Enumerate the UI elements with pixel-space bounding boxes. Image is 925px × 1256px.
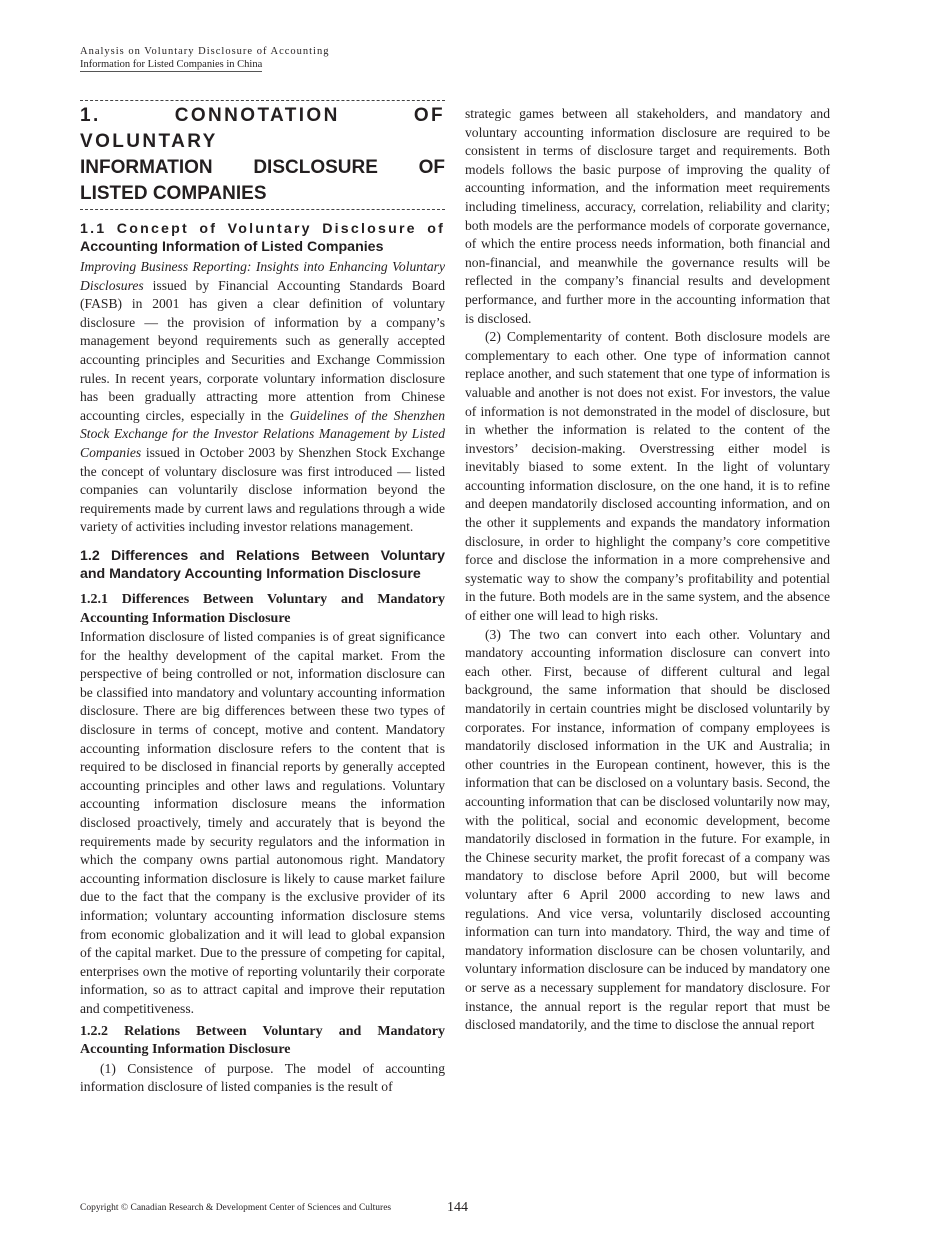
- section-1-heading-line1: 1. CONNOTATION OF VOLUNTARY: [80, 105, 445, 152]
- citation-improving-business-reporting: Improving Business Reporting: Insights into Enhancing Voluntary Disclosures: [80, 259, 445, 293]
- section-1-heading-rest: INFORMATION DISCLOSURE OF LISTED COMPANIES: [80, 157, 445, 204]
- section-1-2-heading-line2: and Mandatory Accounting Information Disclosure: [80, 565, 421, 582]
- left-column: [80, 100, 445, 1097]
- section-1-heading: [80, 103, 445, 207]
- section-1-1-heading-line2: Accounting Information of Listed Companies: [80, 239, 384, 255]
- running-head: [80, 45, 329, 72]
- section-1-2-1-paragraph: Information disclosure of listed companies is of great significance for the healthy development of the capital market. From the perspective of being controlled or not, information disclosure can be classified into mandatory and voluntary accounting information disclosure. There are big differences between these two types of disclosure in terms of concept, motive and content. Mandatory accounting information disclosure refers to the content that is required to be disclosed in financial reports by generally accepted accounting principles and other laws and regulations. Voluntary accounting information disclosure means the information disclosed proactively, timely and accurately that is beyond the requirements made by security regulators and the information in which the company owns partial autonomous right. Mandatory accounting information disclosure is likely to cause market failure due to the fact that the company is the exclusive provider of its information; voluntary accounting information disclosure stems from economic globalization and it will lead to global expansion of the capital market. Due to the pressure of competing for capital, enterprises own the motive of reporting voluntarily their corporate information, so as to attract capital and improve their reputation and competitiveness.: [80, 629, 445, 1016]
- complementarity-paragraph: (2) Complementarity of content. Both disclosure models are complementary to each other. One type of information cannot replace another, and such statement that one type of information is valuable and another is not does not exist. For investors, the value of information is not demonstrated in the model of disclosure, but in whether the information is related to the content of the investors’ decision-making. Overstressing either model is inevitably biased to some extent. In the light of voluntary accounting information disclosure, on the one hand, it is to refine and deepen mandatorily disclosed accounting information, and on the other it supplements and expands the mandatory information disclosure, in order to highlight the company’s core competitive force and disclose the information in a more comprehensive and systematic way to show the company’s profitability and potential in the future. Both models are in the same system, and the absence of either one will lead to high risks.: [465, 329, 830, 624]
- section-divider-top: [80, 100, 445, 101]
- consistence-paragraph-continued: strategic games between all stakeholders, and mandatory and voluntary accounting information disclosure are required to be consistent in terms of disclosure target and requirements. Both models follows the basic purpose of improving the quality of accounting information, and the information meet requirements including timeliness, accuracy, correlation, reliability and clarity; both models are the performance models of corporate governance, of which the entire process needs information, both financial and non-financial, and meanwhile the governance results will be reflected in the company’s financial results and development performance, and further more in the accounting information that is disclosed.: [465, 106, 830, 326]
- paragraph-text: issued by Financial Accounting Standards Board (FASB) in 2001 has given a clear definition of voluntary disclosure — the provision of information by a company’s management beyond requirements such as generally accepted accounting principles and Securities and Exchange Commission rules. In recent years, corporate voluntary information disclosure has been gradually attracting more attention from Chinese accounting circles, especially in the: [80, 277, 445, 423]
- section-1-1-paragraph: [80, 258, 445, 537]
- section-1-2-2-heading-line1: 1.2.2 Relations Between Voluntary and Mandatory: [80, 1023, 445, 1039]
- copyright-footer: Copyright © Canadian Research & Development Center of Sciences and Cultures: [80, 1203, 392, 1213]
- page-number: 144: [447, 1200, 468, 1215]
- running-head-line2: Information for Listed Companies in China: [80, 59, 263, 70]
- section-1-1-heading-line1: 1.1 Concept of Voluntary Disclosure of: [80, 221, 445, 237]
- section-1-2-2-heading-line2: Accounting Information Disclosure: [80, 1042, 291, 1058]
- right-column: [465, 105, 830, 1035]
- paragraph-text: issued in October 2003 by Shenzhen Stock Exchange the concept of voluntary disclosure was first introduced — listed companies can voluntarily disclose information beyond the requirements made by current laws and regulations through a wide variety of activities including investor relations management.: [80, 444, 445, 535]
- conversion-paragraph: (3) The two can convert into each other. Voluntary and mandatory accounting information disclosure can convert into each other. First, because of different cultural and legal background, the same information that should be disclosed mandatorily in certain countries might be disclosed voluntarily by corporates. For instance, information of company employees is mandatorily disclosed information in the UK and Australia; in other countries in the European continent, however, this is the information that can be disclosed on a voluntary basis. Second, the accounting information that can be disclosed voluntarily now may, with the political, social and economic development, become mandatorily disclosed in formation in the future. For example, in the Chinese security market, the profit forecast of a company was mandatory to disclose before April 2000, but will become voluntary after 6 April 2000 according to new laws and regulations. And vice versa, voluntarily disclosed accounting information can turn into mandatory. Third, the way and time of mandatory information disclosure can be chosen voluntarily, and voluntary information disclosure can be induced by mandatory one or serve as a necessary supplement for mandatory disclosure. For instance, the annual report is the regular report that must be disclosed mandatorily, and the time to disclose the annual report: [465, 626, 830, 1033]
- section-1-2-1-heading: [80, 591, 445, 628]
- section-1-2-heading-line1: 1.2 Differences and Relations Between Voluntary: [80, 547, 445, 564]
- section-divider-bottom: [80, 209, 445, 210]
- consistence-paragraph-start: (1) Consistence of purpose. The model of accounting information disclosure of listed companies is the result of: [80, 1060, 445, 1095]
- section-1-2-1-heading-line2: Accounting Information Disclosure: [80, 610, 291, 626]
- section-1-2-1-heading-line1: 1.2.1 Differences Between Voluntary and Mandatory: [80, 591, 445, 607]
- citation-shenzhen-guidelines: Guidelines of the Shenzhen Stock Exchange for the Investor Relations Management by Listed Companies: [80, 407, 445, 460]
- section-1-2-2-heading: [80, 1023, 445, 1060]
- section-1-2-heading: [80, 547, 445, 583]
- section-1-1-heading: [80, 220, 445, 256]
- running-head-line1: Analysis on Voluntary Disclosure of Accounting: [80, 46, 330, 57]
